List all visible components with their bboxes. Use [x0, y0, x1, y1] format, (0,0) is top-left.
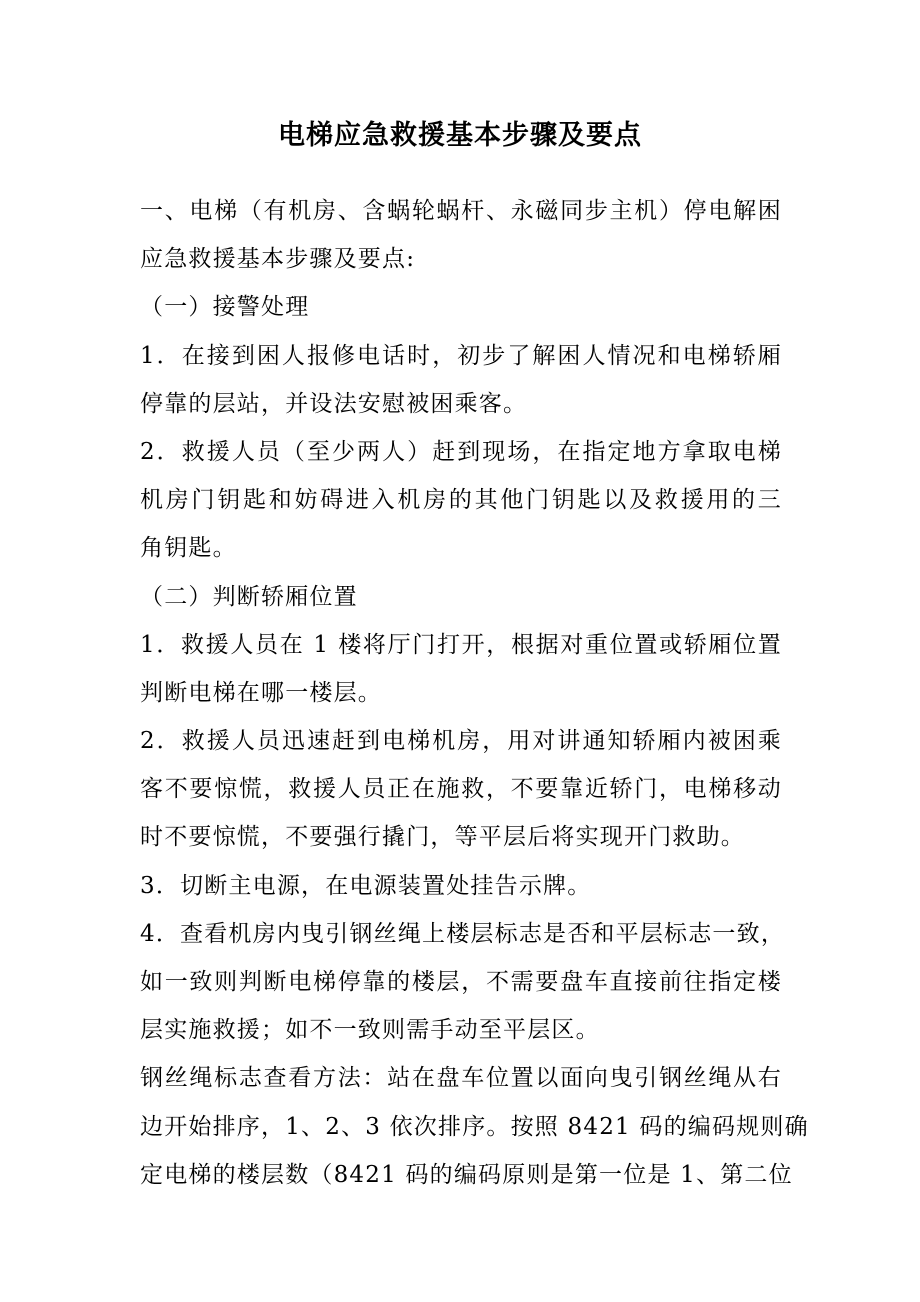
section-heading: （一）接警处理 — [140, 294, 310, 321]
paragraph-line: 1．在接到困人报修电话时，初步了解困人情况和电梯轿厢 — [140, 342, 782, 369]
section-heading: （二）判断轿厢位置 — [140, 583, 358, 610]
paragraph-line: 时不要惊慌，不要强行撬门，等平层后将实现开门救助。 — [140, 824, 745, 851]
paragraph-line: 1．救援人员在 1 楼将厅门打开，根据对重位置或轿厢位置 — [140, 631, 782, 658]
paragraph-line: 2．救援人员迅速赶到电梯机房，用对讲通知轿厢内被困乘 — [140, 728, 782, 755]
paragraph-line: 客不要惊慌，救援人员正在施救，不要靠近轿门，电梯移动 — [140, 776, 782, 803]
paragraph-line: 应急救援基本步骤及要点: — [140, 246, 416, 273]
paragraph-line: 机房门钥匙和妨碍进入机房的其他门钥匙以及救援用的三 — [140, 487, 782, 514]
paragraph-line: 2．救援人员（至少两人）赶到现场，在指定地方拿取电梯 — [140, 438, 782, 465]
paragraph-line: 层实施救援；如不一致则需手动至平层区。 — [140, 1017, 600, 1044]
paragraph-line: 钢丝绳标志查看方法：站在盘车位置以面向曳引钢丝绳从右 — [140, 1065, 782, 1092]
paragraph-line: 4．查看机房内曳引钢丝绳上楼层标志是否和平层标志一致， — [140, 920, 786, 947]
paragraph-line: 如一致则判断电梯停靠的楼层，不需要盘车直接前往指定楼 — [140, 969, 782, 995]
paragraph-line: 3．切断主电源，在电源装置处挂告示牌。 — [140, 872, 592, 899]
document-title: 电梯应急救援基本步骤及要点 — [278, 120, 642, 151]
paragraph-line: 判断电梯在哪一楼层。 — [140, 679, 382, 706]
document-body — [140, 187, 809, 1199]
paragraph-line: 角钥匙。 — [140, 535, 237, 562]
paragraph-line: 停靠的层站，并设法安慰被困乘客。 — [140, 390, 528, 417]
paragraph-line: 定电梯的楼层数（8421 码的编码原则是第一位是 1、第二位 — [140, 1161, 793, 1188]
paragraph-line: 边开始排序，1、2、3 依次排序。按照 8421 码的编码规则确 — [140, 1113, 809, 1140]
paragraph-line: 一、电梯（有机房、含蜗轮蜗杆、永磁同步主机）停电解困 — [140, 198, 782, 224]
